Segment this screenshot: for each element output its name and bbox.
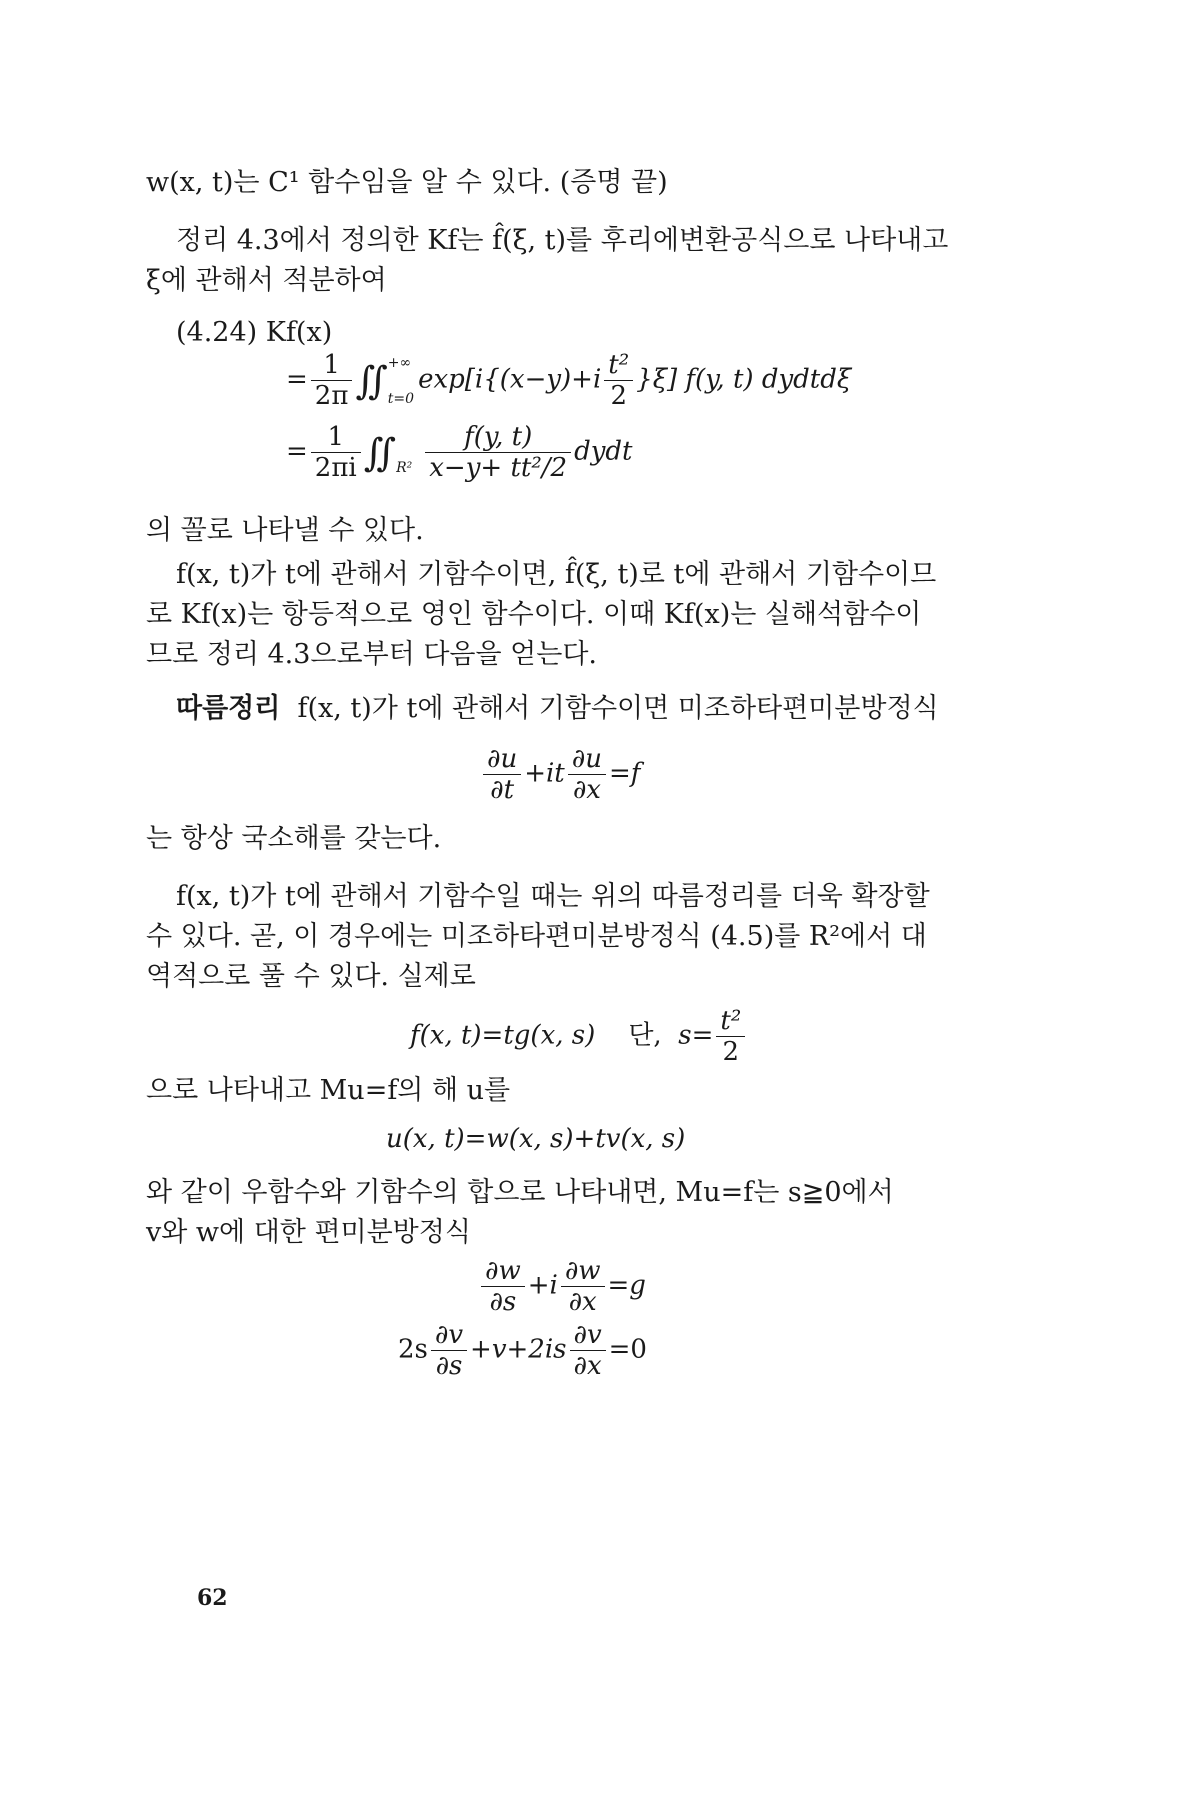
two-s: 2s: [398, 1334, 428, 1365]
text-line-11: 역적으로 풀 수 있다. 실제로: [146, 961, 476, 992]
f-equals-tg: f(x, t)=tg(x, s): [410, 1020, 596, 1051]
du-dx-fraction: $\frac{\partial u}{\partial x}$: [568, 744, 606, 805]
corollary-text: f(x, t)가 t에 관해서 기함수이면 미조하타편미분방정식: [297, 693, 939, 724]
dw-ds-fraction: $\frac{\partial w}{\partial s}$: [481, 1256, 525, 1317]
v-equation: [398, 1320, 647, 1381]
text-line-9: f(x, t)가 t에 관해서 기함수일 때는 위의 따름정리를 더욱 확장할: [176, 881, 930, 912]
text-line-1: w(x, t)는 C¹ 함수임을 알 수 있다. (증명 끝): [146, 167, 668, 198]
equation-4-24-line-2: [286, 422, 633, 483]
equals-sign: =: [286, 364, 308, 395]
v-plus-2is: +v+2is: [470, 1334, 567, 1365]
t-squared-over-2: $\frac{\text{t²}}{2}$: [716, 1006, 745, 1067]
double-integral: ∬: [355, 358, 388, 403]
coefficient-fraction: $\frac{1}{2\pi}$: [311, 350, 353, 411]
integrand-fraction: $\frac{f(y, t)}{\text{x−y+ tt²/2}}$: [425, 422, 571, 483]
mizohata-equation: [480, 744, 640, 805]
dw-dx-fraction: $\frac{\partial w}{\partial x}$: [561, 1256, 605, 1317]
text-line-8: 는 항상 국소해를 갖는다.: [146, 823, 442, 854]
substitution-equation: [410, 1006, 748, 1067]
text-line-4: 의 꼴로 나타낼 수 있다.: [146, 515, 424, 546]
rhs-g: =g: [607, 1270, 646, 1301]
coefficient-fraction: $\frac{1}{2\pi i}$: [311, 422, 361, 483]
equation-number-4-24: (4.24) Kf(x): [176, 317, 333, 348]
text-line-10: 수 있다. 곧, 이 경우에는 미조하타편미분방정식 (4.5)를 R²에서 대: [146, 921, 927, 952]
text-line-3: ξ에 관해서 적분하여: [146, 265, 387, 296]
text-line-14: v와 w에 대한 편미분방정식: [146, 1217, 471, 1248]
equation-4-24-line-1: [286, 350, 851, 411]
dv-ds-fraction: $\frac{\partial v}{\partial s}$: [431, 1320, 467, 1381]
it-term: +it: [524, 758, 565, 789]
corollary-statement: [176, 688, 939, 730]
text-line-12: 으로 나타내고 Mu=f의 해 u를: [146, 1075, 511, 1106]
decomposition-equation: u(x, t)=w(x, s)+tv(x, s): [386, 1124, 686, 1154]
page-number: 62: [197, 1585, 228, 1611]
s-equals: s=: [678, 1020, 714, 1051]
text-line-7: 므로 정리 4.3으로부터 다음을 얻는다.: [146, 639, 597, 670]
dv-dx-fraction: $\frac{\partial v}{\partial x}$: [570, 1320, 606, 1381]
equals-sign: =: [286, 436, 308, 467]
exp-body-tail: }ξ] f(y, t) dydtdξ: [636, 364, 852, 395]
t-squared-over-2: $\frac{\text{t²}}{2}$: [604, 350, 633, 411]
double-integral: ∬: [363, 430, 397, 475]
du-dt-fraction: $\frac{\partial u}{\partial t}$: [483, 744, 521, 805]
rhs-zero: =0: [608, 1334, 647, 1365]
text-line-13: 와 같이 우함수와 기함수의 합으로 나타내면, Mu=f는 s≧0에서: [146, 1177, 894, 1208]
dan-label: 단,: [628, 1020, 662, 1051]
measure: dydt: [574, 436, 633, 467]
w-equation: [478, 1256, 646, 1317]
i-term: +i: [527, 1270, 558, 1301]
integral-domain: R²: [396, 459, 413, 476]
corollary-label: 따름정리: [176, 693, 281, 724]
integral-limits: +∞ t=0: [387, 354, 415, 407]
rhs-f: =f: [608, 758, 641, 789]
text-line-6: 로 Kf(x)는 항등적으로 영인 함수이다. 이때 Kf(x)는 실해석함수이: [146, 599, 922, 630]
exp-body: exp[i{(x−y)+i: [418, 364, 602, 395]
text-line-2: 정리 4.3에서 정의한 Kf는 f̂(ξ, t)를 후리에변환공식으로 나타내고: [176, 225, 949, 256]
text-line-5: f(x, t)가 t에 관해서 기함수이면, f̂(ξ, t)로 t에 관해서 기함수이므: [176, 559, 937, 590]
